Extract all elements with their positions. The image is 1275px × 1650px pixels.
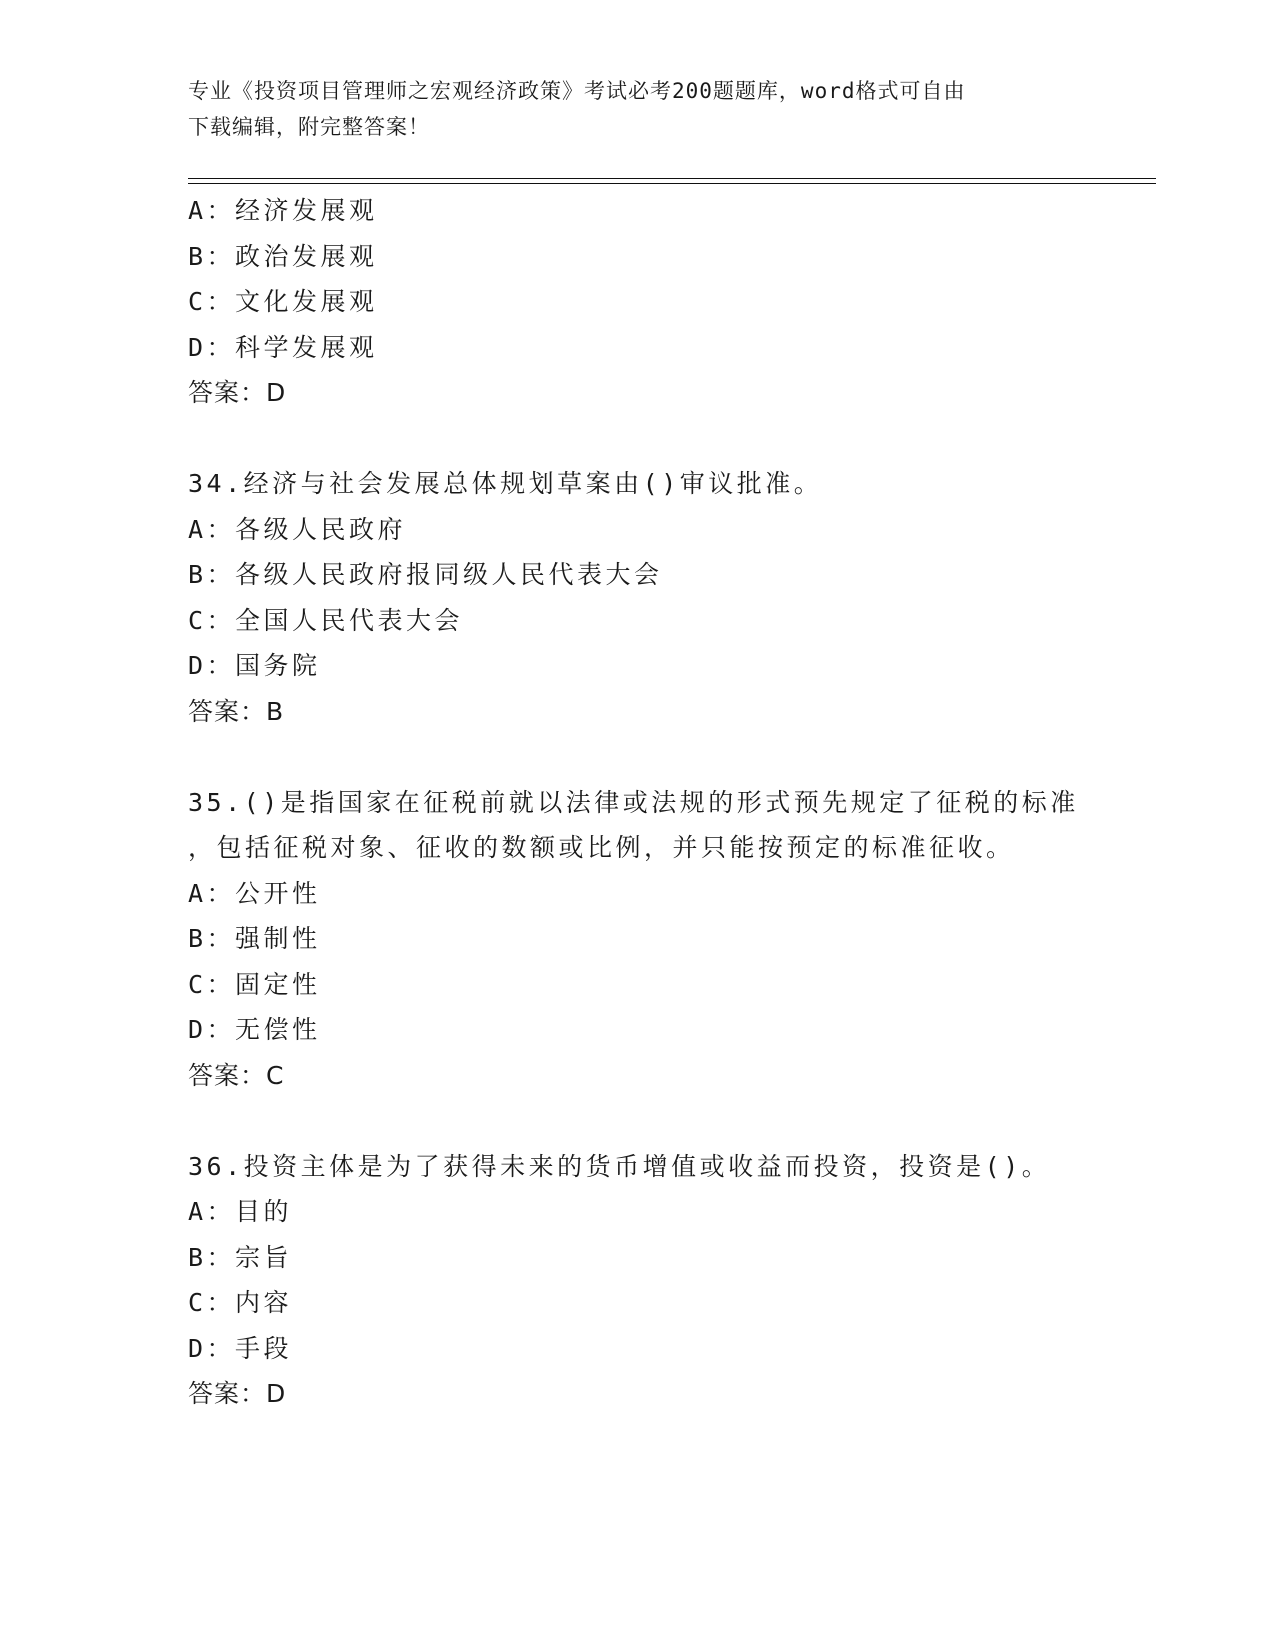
option-d: D：国务院 [188, 651, 321, 680]
header-rule-bottom [188, 183, 1156, 184]
question-text-line-2: ，包括征税对象、征收的数额或比例，并只能按预定的标准征收。 [188, 833, 1015, 862]
option-d: D：手段 [188, 1333, 293, 1363]
option-c: C：固定性 [188, 969, 321, 999]
option-b: B：各级人民政府报同级人民代表大会 [188, 560, 663, 589]
question-text-line-1: 35.()是指国家在征税前就以法律或法规的形式预先规定了征税的标准 [188, 787, 1079, 817]
question-33 [188, 188, 1148, 416]
option-a: A：各级人民政府 [188, 514, 407, 544]
question-35 [188, 780, 1148, 1099]
header-line-2: 下载编辑，附完整答案！ [188, 115, 430, 139]
option-b: B：政治发展观 [188, 241, 378, 271]
option-d: D：科学发展观 [188, 332, 378, 362]
option-c: C：文化发展观 [188, 287, 378, 316]
question-text: 36.投资主体是为了获得未来的货币增值或收益而投资，投资是()。 [188, 1151, 1051, 1181]
answer: 答案：B [188, 696, 285, 726]
option-b: B：宗旨 [188, 1242, 293, 1272]
option-a: A：公开性 [188, 878, 321, 908]
option-d: D：无偿性 [188, 1015, 321, 1044]
option-b: B：强制性 [188, 924, 321, 953]
header-rule-top [188, 178, 1156, 179]
answer: 答案：D [188, 378, 287, 407]
answer: 答案：C [188, 1060, 285, 1090]
question-list [188, 188, 1148, 1417]
spacer [188, 734, 1148, 780]
option-a: A：目的 [188, 1197, 293, 1226]
spacer [188, 1098, 1148, 1144]
option-a: A：经济发展观 [188, 196, 378, 225]
question-text: 34.经济与社会发展总体规划草案由()审议批准。 [188, 469, 823, 498]
header-line-1: 专业《投资项目管理师之宏观经济政策》考试必考200题题库，word格式可自由 [188, 79, 966, 103]
document-header [188, 73, 1088, 145]
option-c: C：内容 [188, 1288, 293, 1317]
answer: 答案：D [188, 1379, 287, 1408]
question-34 [188, 461, 1148, 734]
spacer [188, 416, 1148, 462]
question-36 [188, 1144, 1148, 1417]
option-c: C：全国人民代表大会 [188, 605, 464, 635]
